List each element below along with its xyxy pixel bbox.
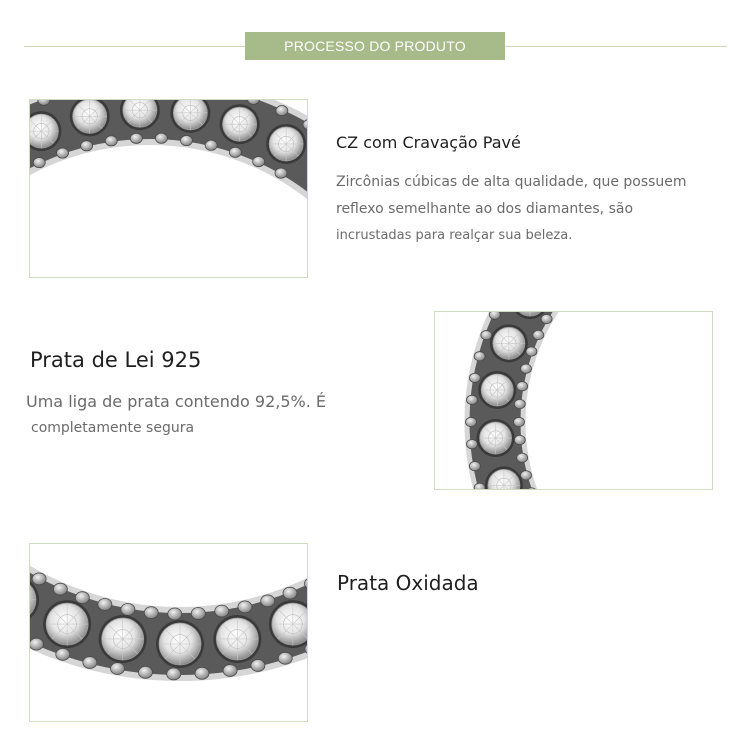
section-banner: PROCESSO DO PRODUTO <box>245 32 505 60</box>
section-description-silver-line2: completamente segura <box>31 420 195 436</box>
header-rule-right <box>505 46 727 47</box>
section-title-cz: CZ com Cravação Pavé <box>336 133 521 152</box>
header-rule-left <box>24 46 246 47</box>
oxidized-silver-closeup-image <box>29 543 308 722</box>
section-description-cz-line2: reflexo semelhante ao dos diamantes, são <box>336 201 634 217</box>
section-title-oxidized: Prata Oxidada <box>337 571 479 595</box>
section-title-silver: Prata de Lei 925 <box>30 348 202 372</box>
section-description-cz-line1: Zircônias cúbicas de alta qualidade, que possuem <box>336 174 687 190</box>
section-description-cz-line3: incrustadas para realçar sua beleza. <box>336 228 573 243</box>
section-description-silver-line1: Uma liga de prata contendo 92,5%. É <box>26 392 327 411</box>
pave-setting-closeup-image <box>29 99 308 278</box>
sterling-silver-closeup-image <box>434 311 713 490</box>
